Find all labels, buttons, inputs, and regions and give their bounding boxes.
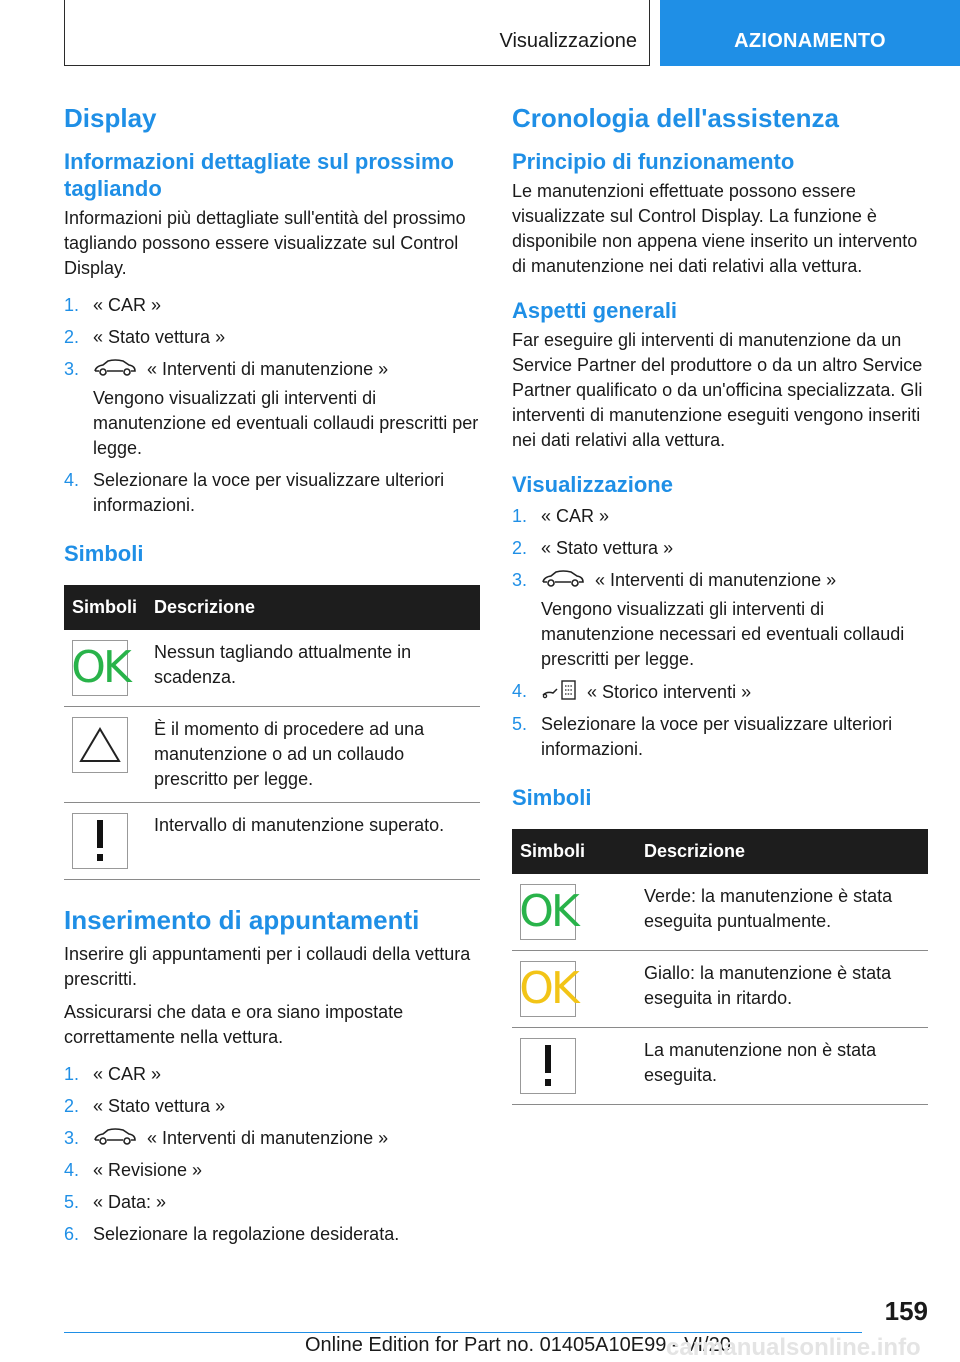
list-item [64, 1126, 480, 1151]
service-history-heading: Cronologia dell'assistenza [512, 103, 839, 133]
visualization-heading: Visualizzazione [512, 472, 673, 497]
list-item [64, 357, 480, 461]
step-number: 1. [512, 506, 528, 526]
ok-yellow-icon [520, 961, 576, 1017]
car-service-icon [93, 1127, 137, 1147]
right-column [512, 100, 928, 1105]
footer-divider [64, 1332, 862, 1333]
appointments-note: Assicurarsi che data e ora siano impostate correttamente nella vettura. [64, 1002, 404, 1047]
car-service-icon [541, 569, 585, 589]
principle-text: Le manutenzioni effettuate possono essere visualizzate sul Control Display. La funzione è disponibile non appena viene inserito un intervento di manutenzione nei dati relativi alla vettura. [512, 181, 918, 276]
table-row [64, 707, 480, 803]
detailed-info-text: Informazioni più dettagliate sull'entità del prossimo tagliando possono essere visualizzate sul Control Display. [64, 208, 466, 278]
page-number: 159 [884, 1296, 928, 1326]
history-symbols-table [512, 829, 928, 1105]
history-steps-list [512, 504, 928, 762]
list-item [64, 1158, 480, 1183]
warning-triangle-icon [72, 717, 128, 773]
symbols-table [64, 585, 480, 880]
list-item [512, 504, 928, 529]
table-cell: Nessun tagliando attualmente in scadenza. [146, 630, 480, 707]
ok-label: OK [519, 886, 577, 937]
principle-heading: Principio di funzionamento [512, 149, 795, 174]
step-number: 2. [512, 538, 528, 558]
step-number: 5. [512, 714, 528, 734]
table-row [512, 874, 928, 951]
table-row [64, 803, 480, 880]
ok-green-icon [520, 884, 576, 940]
ok-green-icon [72, 640, 128, 696]
exclamation-icon [520, 1038, 576, 1094]
table-cell: Verde: la manutenzione è stata eseguita puntualmente. [636, 874, 928, 951]
list-item [512, 536, 928, 561]
step-number: 3. [512, 570, 528, 590]
list-item [64, 293, 480, 318]
general-heading: Aspetti generali [512, 298, 678, 323]
header-section-title: Visualizzazione [499, 30, 637, 52]
step-text: « CAR » [541, 506, 610, 526]
general-text: Far eseguire gli interventi di manutenzione da un Service Partner del produttore o da un altro Service Partner qualificato o da un'officina specializzata. Gli interventi di manutenzione eseguiti vengono inseriti nei dati relativi alla vettura. [512, 330, 923, 450]
list-item [64, 1094, 480, 1119]
step-text: « CAR » [93, 1064, 162, 1084]
appointments-heading: Inserimento di appuntamenti [64, 905, 420, 935]
list-item [512, 568, 928, 672]
detailed-info-heading: Informazioni dettagliate sul prossimo tagliando [64, 149, 454, 201]
appointments-text: Inserire gli appuntamenti per i collaudi della vettura prescritti. [64, 944, 471, 989]
symbols-heading: Simboli [512, 785, 592, 810]
step-text: Selezionare la voce per visualizzare ulteriori informazioni. [93, 470, 445, 515]
step-text: « Interventi di manutenzione » [595, 570, 837, 590]
table-header-description: Descrizione [146, 585, 480, 630]
step-number: 4. [512, 681, 528, 701]
table-header [512, 829, 928, 874]
list-item [64, 1190, 480, 1215]
step-text: « Interventi di manutenzione » [147, 359, 389, 379]
step-number: 4. [64, 1160, 80, 1180]
symbols-heading: Simboli [64, 541, 144, 566]
table-cell: È il momento di procedere ad una manutenzione o ad un collaudo prescritto per legge. [146, 707, 480, 803]
display-heading: Display [64, 103, 157, 133]
step-subtext: Vengono visualizzati gli interventi di manutenzione necessari ed eventuali collaudi prescritti per legge. [541, 599, 905, 669]
step-text: « Stato vettura » [93, 327, 226, 347]
footer-edition: Online Edition for Part no. 01405A10E99 - VI/20 [305, 1334, 731, 1356]
step-number: 3. [64, 1128, 80, 1148]
appointments-steps-list [64, 1062, 480, 1247]
step-text: « Interventi di manutenzione » [147, 1128, 389, 1148]
table-cell: La manutenzione non è stata eseguita. [636, 1028, 928, 1105]
watermark: carmanualsonline.info [666, 1334, 921, 1361]
step-number: 2. [64, 327, 80, 347]
exclamation-icon [72, 813, 128, 869]
step-subtext: Vengono visualizzati gli interventi di manutenzione ed eventuali collaudi prescritti per legge. [93, 388, 479, 458]
table-header [64, 585, 480, 630]
header-chapter-tab [660, 0, 960, 66]
step-number: 2. [64, 1096, 80, 1116]
step-text: « Stato vettura » [93, 1096, 226, 1116]
table-row [64, 630, 480, 707]
table-header-description: Descrizione [636, 829, 928, 874]
header-chapter-title: AZIONAMENTO [734, 30, 886, 52]
list-item [64, 468, 480, 518]
table-header-symbols: Simboli [64, 585, 146, 630]
list-item [64, 325, 480, 350]
table-cell: Intervallo di manutenzione superato. [146, 803, 480, 880]
table-row [512, 951, 928, 1028]
table-row [512, 1028, 928, 1105]
step-number: 4. [64, 470, 80, 490]
step-text: « Storico interventi » [587, 682, 752, 702]
step-number: 6. [64, 1224, 80, 1244]
step-text: « Revisione » [93, 1160, 203, 1180]
step-number: 1. [64, 295, 80, 315]
step-text: Selezionare la voce per visualizzare ulteriori informazioni. [541, 714, 893, 759]
step-text: « Data: » [93, 1192, 167, 1212]
step-text: Selezionare la regolazione desiderata. [93, 1224, 400, 1244]
step-number: 3. [64, 359, 80, 379]
step-number: 1. [64, 1064, 80, 1084]
service-history-icon [541, 679, 577, 701]
ok-label: OK [519, 963, 577, 1014]
left-column [64, 100, 480, 1254]
step-number: 5. [64, 1192, 80, 1212]
step-text: « Stato vettura » [541, 538, 674, 558]
list-item [64, 1062, 480, 1087]
display-steps-list [64, 293, 480, 518]
header-section-box [64, 0, 650, 66]
list-item [512, 712, 928, 762]
list-item [64, 1222, 480, 1247]
step-text: « CAR » [93, 295, 162, 315]
table-header-symbols: Simboli [512, 829, 636, 874]
table-cell: Giallo: la manutenzione è stata eseguita in ritardo. [636, 951, 928, 1028]
car-service-icon [93, 358, 137, 378]
ok-label: OK [71, 642, 129, 693]
list-item [512, 679, 928, 705]
